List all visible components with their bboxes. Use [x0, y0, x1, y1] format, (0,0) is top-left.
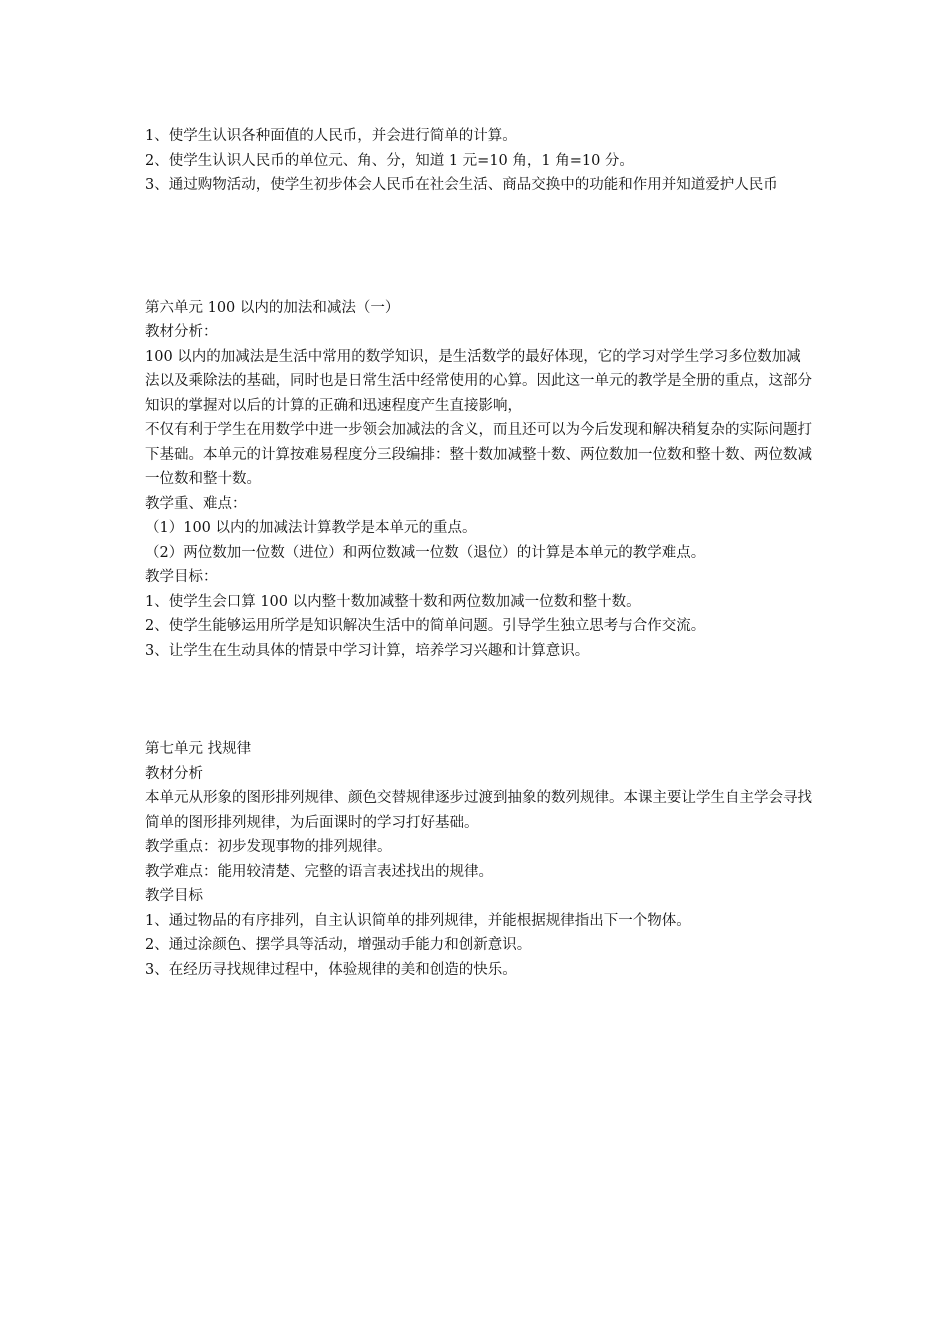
unit7-key-point: 教学重点：初步发现事物的排列规律。	[145, 839, 392, 855]
unit7-analysis-heading: 教材分析	[145, 765, 203, 782]
unit7-goal-2: 2、通过涂颜色、摆学具等活动，增强动手能力和创新意识。	[145, 937, 532, 953]
unit7-analysis-paragraph-1: 本单元从形象的图形排列规律、颜色交替规律逐步过渡到抽象的数列规律。本课主要让学生自主学会寻找简单的图形排列规律，为后面课时的学习打好基础。	[145, 790, 812, 831]
unit5-goal-1: 1、使学生认识各种面值的人民币，并会进行简单的计算。	[145, 128, 517, 144]
unit7-goals-heading: 教学目标	[145, 888, 203, 904]
unit6-goal-1: 1、使学生会口算 100 以内整十数加减整十数和两位数加减一位数和整十数。	[145, 593, 641, 610]
unit6-analysis-paragraph-2: 不仅有利于学生在用数学中进一步领会加减法的含义，而且还可以为今后发现和解决稍复杂的实际问题打下基础。本单元的计算按难易程度分三段编排：整十数加减整十数、两位数加一位数和整十数、两位数减一位数和整十数。	[145, 422, 812, 487]
unit7-goal-1: 1、通过物品的有序排列，自主认识简单的排列规律，并能根据规律指出下一个物体。	[145, 912, 691, 929]
unit6-goal-3: 3、让学生在生动具体的情景中学习计算，培养学习兴趣和计算意识。	[145, 642, 590, 659]
document-body	[145, 124, 815, 982]
spacer	[145, 198, 815, 296]
unit7-difficulty: 教学难点：能用较清楚、完整的语言表述找出的规律。	[145, 863, 493, 880]
unit6-key-heading: 教学重、难点：	[145, 495, 247, 512]
unit5-goal-2: 2、使学生认识人民币的单位元、角、分，知道 1 元=10 角，1 角=10 分。	[145, 152, 634, 169]
unit6-key-point-2: （2）两位数加一位数（进位）和两位数减一位数（退位）的计算是本单元的教学难点。	[145, 544, 706, 561]
unit6-analysis-heading: 教材分析：	[145, 324, 218, 340]
unit6-goal-2: 2、使学生能够运用所学是知识解决生活中的简单问题。引导学生独立思考与合作交流。	[145, 618, 706, 634]
unit7-title: 第七单元 找规律	[145, 741, 252, 757]
unit6-analysis-paragraph-1: 100 以内的加减法是生活中常用的数学知识，是生活数学的最好体现，它的学习对学生学习多位数加减法以及乘除法的基础，同时也是日常生活中经常使用的心算。因此这一单元的教学是全册的重点，这部分知识的掌握对以后的计算的正确和迅速程度产生直接影响，	[145, 348, 812, 414]
unit5-goal-3: 3、通过购物活动，使学生初步体会人民币在社会生活、商品交换中的功能和作用并知道爱护人民币	[145, 177, 778, 193]
unit7-goal-3: 3、在经历寻找规律过程中，体验规律的美和创造的快乐。	[145, 961, 517, 978]
unit6-title: 第六单元 100 以内的加法和减法（一）	[145, 299, 400, 316]
unit6-key-point-1: （1）100 以内的加减法计算教学是本单元的重点。	[145, 520, 477, 536]
spacer	[145, 663, 815, 737]
unit6-goals-heading: 教学目标：	[145, 569, 218, 585]
